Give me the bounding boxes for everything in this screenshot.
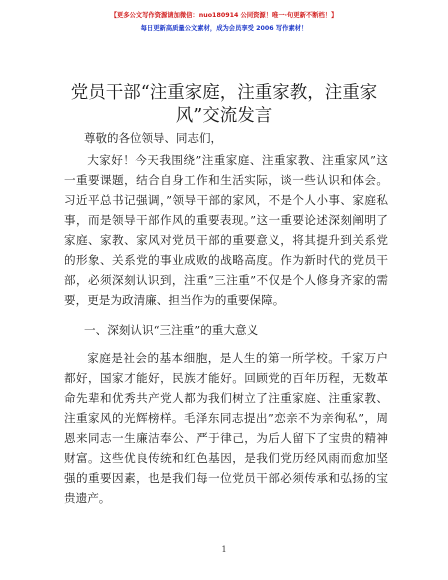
- document-title: 党员干部“注重家庭，注重家教，注重家风”交流发言: [70, 83, 378, 126]
- promo-banner: [0, 9, 448, 35]
- body-paragraph: 大家好！今天我围绕”注重家庭、注重家教、注重家风”这一重要课题，结合自身工作和生活实际，谈一些认识和体会。习近平总书记强调，”领导干部的家风，不是个人小事、家庭私事，而是领导干部作风的重要表现。”这一重要论述深刻阐明了家庭、家教、家风对党员干部的重要意义，将其提升到关系党的形象、关系党的事业成败的战略高度。作为新时代的党员干部，必须深刻认识到，注重”三注重”不仅是个人修身齐家的需要，更是为政清廉、担当作为的重要保障。: [64, 153, 388, 307]
- body-paragraph: 家庭是社会的基本细胞，是人生的第一所学校。千家万户都好，国家才能好，民族才能好。回顾党的百年历程，无数革命先辈和优秀共产党人都为我们树立了注重家庭、注重家教、注重家风的光辉榜样。毛泽东同志提出”恋亲不为亲徇私”，周恩来同志一生廉洁奉公、严于律己，为后人留下了宝贵的精神财富。这些优良传统和红色基因，是我们党历经风雨而愈加坚强的重要因素，也是我们每一位党员干部必须传承和弘扬的宝贵遗产。: [64, 351, 388, 505]
- page-number: 1: [221, 545, 227, 554]
- promo-banner-line-1: 【更多公文写作资源请加微信：nuo180914 公同资源！唯一·句更新不断档！】: [110, 12, 338, 19]
- promo-banner-line-2: 每日更新高质量公文素材，成为会员享受 2006 写作素材！: [140, 25, 308, 32]
- salutation: 尊敬的各位领导、同志们，: [84, 131, 222, 145]
- section-heading: 一、深刻认识“三注重”的重大意义: [84, 323, 259, 337]
